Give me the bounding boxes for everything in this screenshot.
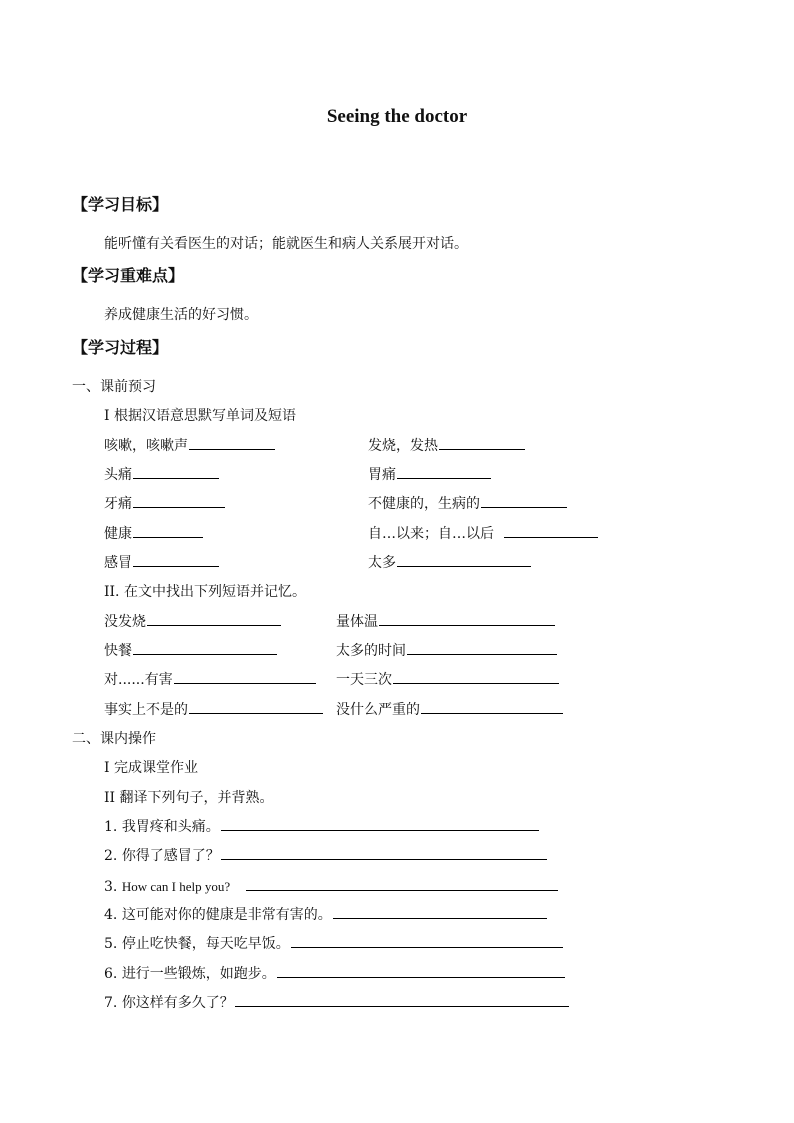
part1-task2: II. 在文中找出下列短语并记忆。 (104, 584, 306, 600)
phrase-item: 快餐 (104, 640, 277, 660)
vocab-item: 牙痛 (104, 493, 225, 513)
part2-label: 二、课内操作 (72, 731, 156, 747)
part2-task1: I 完成课堂作业 (104, 760, 198, 776)
phrase-item: 没什么严重的 (336, 699, 563, 719)
answer-blank[interactable] (133, 464, 219, 479)
vocab-item: 健康 (104, 523, 203, 543)
answer-blank[interactable] (393, 669, 559, 684)
answer-blank[interactable] (333, 904, 547, 919)
answer-blank[interactable] (189, 699, 323, 714)
phrase-item: 对......有害 (104, 669, 316, 689)
answer-blank[interactable] (246, 876, 558, 891)
answer-blank[interactable] (147, 611, 281, 626)
sentence-item: 3. How can I help you? (104, 876, 558, 895)
vocab-item: 胃痛 (368, 464, 491, 484)
answer-blank[interactable] (397, 552, 531, 567)
section-heading-process: 【学习过程】 (72, 338, 169, 357)
phrase-item: 没发烧 (104, 611, 281, 631)
answer-blank[interactable] (133, 552, 219, 567)
answer-blank[interactable] (504, 523, 598, 538)
answer-blank[interactable] (481, 493, 567, 508)
part2-task2: II 翻译下列句子，并背熟。 (104, 790, 274, 806)
answer-blank[interactable] (407, 640, 557, 655)
phrase-item: 量体温 (336, 611, 555, 631)
vocab-item: 咳嗽，咳嗽声 (104, 435, 275, 455)
vocab-item: 太多 (368, 552, 531, 572)
goals-text: 能听懂有关看医生的对话；能就医生和病人关系展开对话。 (104, 236, 468, 252)
answer-blank[interactable] (221, 845, 547, 860)
answer-blank[interactable] (291, 933, 563, 948)
answer-blank[interactable] (421, 699, 563, 714)
section-heading-goals: 【学习目标】 (72, 195, 169, 214)
sentence-item: 6. 进行一些锻炼，如跑步。 (104, 963, 565, 983)
answer-blank[interactable] (379, 611, 555, 626)
answer-blank[interactable] (235, 992, 569, 1007)
answer-blank[interactable] (439, 435, 525, 450)
vocab-item: 感冒 (104, 552, 219, 572)
answer-blank[interactable] (221, 816, 539, 831)
sentence-item: 1. 我胃疼和头痛。 (104, 816, 539, 836)
answer-blank[interactable] (133, 640, 277, 655)
answer-blank[interactable] (277, 963, 565, 978)
sentence-item: 5. 停止吃快餐，每天吃早饭。 (104, 933, 563, 953)
answer-blank[interactable] (189, 435, 275, 450)
answer-blank[interactable] (397, 464, 491, 479)
part1-task1: I 根据汉语意思默写单词及短语 (104, 408, 296, 424)
answer-blank[interactable] (133, 493, 225, 508)
vocab-item: 发烧，发热 (368, 435, 525, 455)
page-title: Seeing the doctor (326, 106, 468, 127)
answer-blank[interactable] (174, 669, 316, 684)
phrase-item: 太多的时间 (336, 640, 557, 660)
vocab-item: 不健康的，生病的 (368, 493, 567, 513)
sentence-item: 2. 你得了感冒了？ (104, 845, 547, 865)
answer-blank[interactable] (133, 523, 203, 538)
vocab-item: 自…以来；自…以后 (368, 523, 598, 543)
phrase-item: 一天三次 (336, 669, 559, 689)
phrase-item: 事实上不是的 (104, 699, 323, 719)
sentence-item: 7. 你这样有多久了？ (104, 992, 569, 1012)
section-heading-key-points: 【学习重难点】 (72, 266, 185, 285)
vocab-item: 头痛 (104, 464, 219, 484)
sentence-item: 4. 这可能对你的健康是非常有害的。 (104, 904, 547, 924)
key-points-text: 养成健康生活的好习惯。 (104, 307, 258, 323)
part1-label: 一、课前预习 (72, 379, 156, 395)
